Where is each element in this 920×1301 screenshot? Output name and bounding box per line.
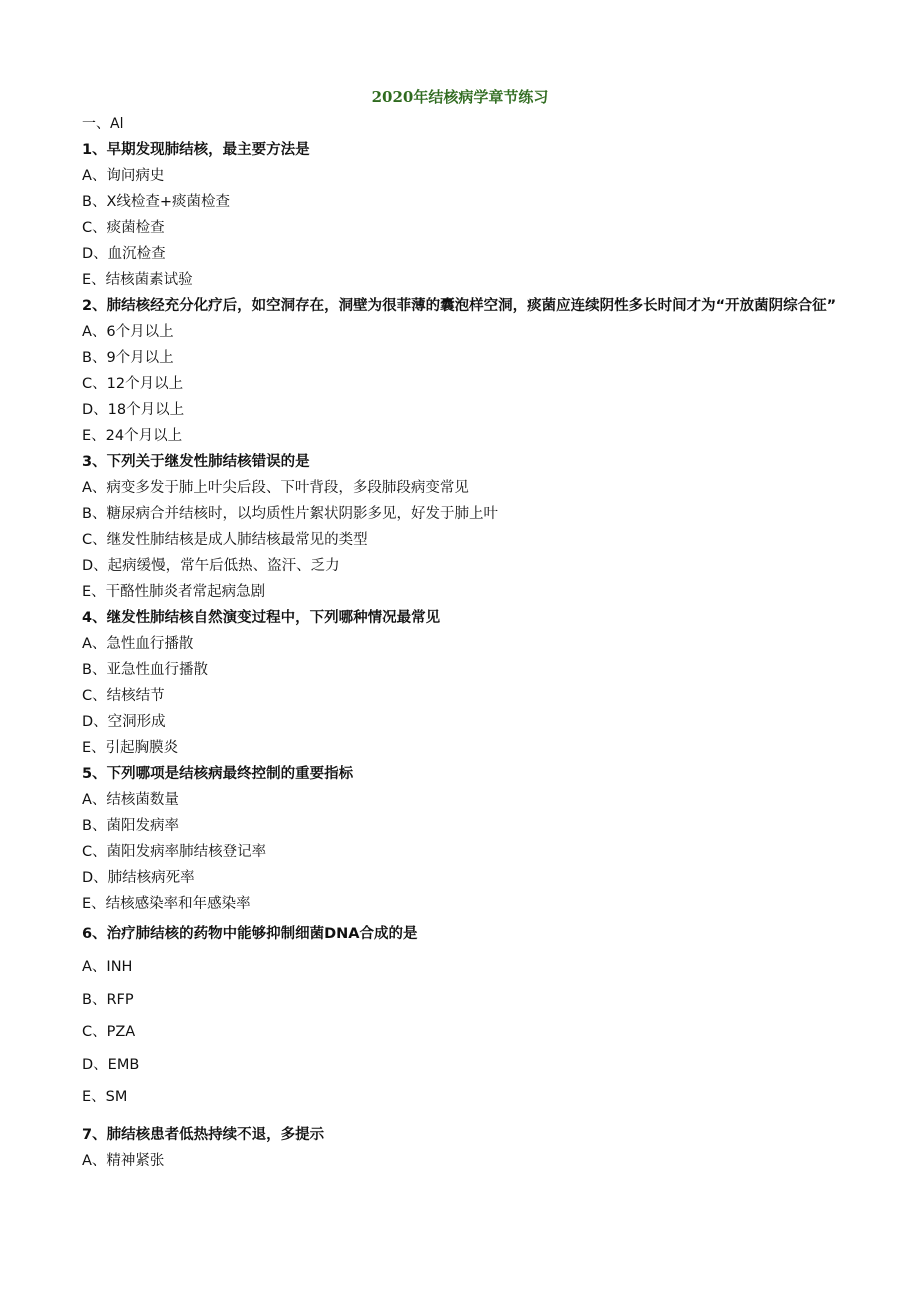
option-c: C、继发性肺结核是成人肺结核最常见的类型: [82, 532, 368, 548]
section-heading: 一、Al: [82, 116, 124, 132]
option-e: E、干酪性肺炎者常起病急剧: [82, 584, 266, 600]
option-e: E、结核菌素试验: [82, 272, 193, 288]
page-title: 2020年结核病学章节练习: [371, 88, 549, 106]
option-c: C、结核结节: [82, 688, 165, 704]
option-e: E、24个月以上: [82, 428, 183, 444]
option-a: A、询问病史: [82, 168, 165, 184]
option-d: D、EMB: [82, 1056, 140, 1073]
option-b: B、X线检查+痰菌检查: [82, 194, 231, 210]
option-a: A、病变多发于肺上叶尖后段、下叶背段，多段肺段病变常见: [82, 480, 469, 496]
option-e: E、引起胸膜炎: [82, 740, 179, 756]
question-text: 6、治疗肺结核的药物中能够抑制细菌DNA合成的是: [82, 926, 418, 942]
option-c: C、菌阳发病率肺结核登记率: [82, 844, 267, 860]
option-d: D、空洞形成: [82, 714, 166, 730]
option-b: B、RFP: [82, 991, 134, 1008]
option-b: B、糖尿病合并结核时，以均质性片絮状阴影多见，好发于肺上叶: [82, 506, 498, 522]
option-d: D、血沉检查: [82, 246, 166, 262]
option-a: A、INH: [82, 959, 133, 975]
option-d: D、肺结核病死率: [82, 870, 195, 886]
option-a: A、精神紧张: [82, 1152, 165, 1169]
option-b: B、亚急性血行播散: [82, 662, 208, 678]
question-text: 3、下列关于继发性肺结核错误的是: [82, 454, 310, 470]
option-e: E、SM: [82, 1089, 128, 1105]
question-text: 1、早期发现肺结核，最主要方法是: [82, 142, 310, 158]
option-c: C、PZA: [82, 1024, 136, 1040]
option-a: A、急性血行播散: [82, 636, 194, 652]
option-a: A、6个月以上: [82, 324, 174, 340]
option-b: B、9个月以上: [82, 350, 174, 366]
option-d: D、18个月以上: [82, 402, 185, 418]
option-e: E、结核感染率和年感染率: [82, 896, 251, 912]
option-d: D、起病缓慢，常午后低热、盗汗、乏力: [82, 558, 340, 574]
question-list: [82, 137, 842, 1174]
question-text: 7、肺结核患者低热持续不退，多提示: [82, 1126, 325, 1143]
option-b: B、菌阳发病率: [82, 818, 179, 834]
option-a: A、结核菌数量: [82, 792, 179, 808]
option-c: C、痰菌检查: [82, 220, 165, 236]
question-text: 5、下列哪项是结核病最终控制的重要指标: [82, 766, 354, 782]
option-c: C、12个月以上: [82, 376, 184, 392]
question-text: 4、继发性肺结核自然演变过程中，下列哪种情况最常见: [82, 610, 441, 626]
question-text: 2、肺结核经充分化疗后，如空洞存在，洞壁为很菲薄的囊泡样空洞，痰菌应连续阴性多长时间才为“开放菌阴综合征”: [82, 298, 837, 314]
